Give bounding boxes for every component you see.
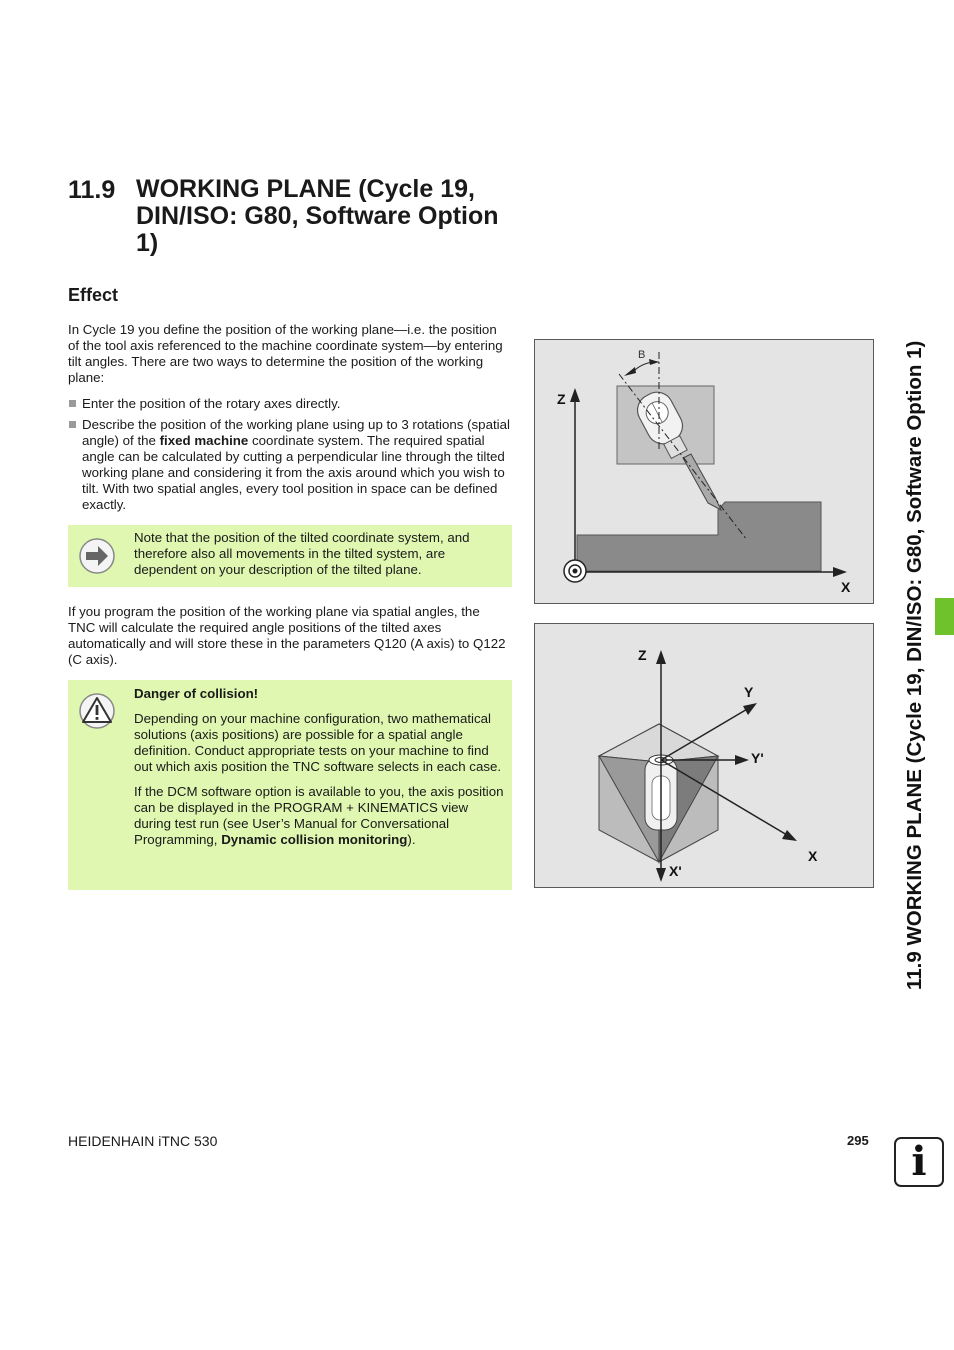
label-b: B	[638, 349, 646, 361]
axis-label-y: Y	[744, 684, 754, 700]
note-text: Note that the position of the tilted coordinate system, and therefore also all movements in the tilted system, are dependent on your description of the tilted plane.	[134, 530, 470, 577]
warning-box	[68, 680, 512, 890]
warning-triangle-icon	[78, 692, 116, 735]
bullet-text: Enter the position of the rotary axes directly.	[82, 396, 341, 411]
warning-p2-end: ).	[407, 832, 416, 847]
note-box	[68, 525, 512, 587]
bullet-text-cont: coordinate system. The required spatial angle can be calculated by cutting a perpendicular line through the tilted working plane and considering it from the axis around which you wish to tilt. With two spatial angles, every tool position in space can be defined exactly.	[82, 433, 505, 512]
bullet-square-icon	[69, 400, 76, 407]
axis-label-x: X	[808, 848, 818, 864]
bullet-text: Describe the position of the working plane using up to 3 rotations (spatial angle) of the	[82, 417, 510, 448]
figure-tilted-coordinates-drawing	[535, 624, 873, 887]
paragraph-spatial-angles: If you program the position of the working plane via spatial angles, the TNC will calculate the required angle positions of the tilted axes automatically and will store these in the parameters Q120 (A axis) to Q122 (C axis).	[68, 604, 506, 667]
warning-p2-text: If the DCM software option is available to you, the axis position can be displayed in the PROGRAM + KINEMATICS view during test run (see User’s Manual for Conversational Programming,	[134, 784, 504, 847]
list-item	[68, 396, 510, 412]
arrow-right-icon	[78, 537, 116, 580]
info-icon	[894, 1137, 944, 1187]
section-title: WORKING PLANE (Cycle 19, DIN/ISO: G80, Software Option 1)	[136, 175, 499, 257]
list-item	[68, 417, 510, 513]
info-glyph: i	[911, 1138, 927, 1185]
chapter-tab-marker	[935, 598, 954, 635]
warning-paragraph-1: Depending on your machine configuration, two mathematical solutions (axis positions) are possible for a spatial angle definition. Conduct appropriate tests on your machine to find out which axis position the TNC software selects in each case.	[134, 711, 502, 774]
figure-tilted-spindle-drawing	[535, 340, 873, 603]
warning-title: Danger of collision!	[134, 686, 259, 701]
warning-p2-bold: Dynamic collision monitoring	[221, 832, 408, 847]
footer-product: HEIDENHAIN iTNC 530	[68, 1133, 218, 1149]
figure-tilted-coordinates	[534, 623, 874, 888]
warning-content	[134, 686, 504, 848]
side-running-title: 11.9 WORKING PLANE (Cycle 19, DIN/ISO: G80, Software Option 1)	[903, 340, 926, 990]
section-number: 11.9	[68, 176, 116, 204]
bullet-list	[68, 396, 510, 518]
axis-label-y-prime: Y'	[751, 750, 764, 766]
bullet-square-icon	[69, 421, 76, 428]
bullet-bold-term: fixed machine	[159, 433, 249, 448]
intro-paragraph: In Cycle 19 you define the position of the working plane—i.e. the position of the tool axis referenced to the machine coordinate system—by entering tilt angles. There are two ways to determine the position of the working plane:	[68, 322, 503, 385]
subheading-effect: Effect	[68, 285, 119, 305]
axis-label-x-prime: X'	[669, 863, 682, 879]
warning-paragraph-2	[134, 784, 504, 848]
axis-label-x: X	[841, 579, 851, 595]
figure-tilted-spindle	[534, 339, 874, 604]
axis-label-z: Z	[557, 391, 566, 407]
page-number: 295	[847, 1133, 869, 1148]
axis-label-z: Z	[638, 647, 647, 663]
